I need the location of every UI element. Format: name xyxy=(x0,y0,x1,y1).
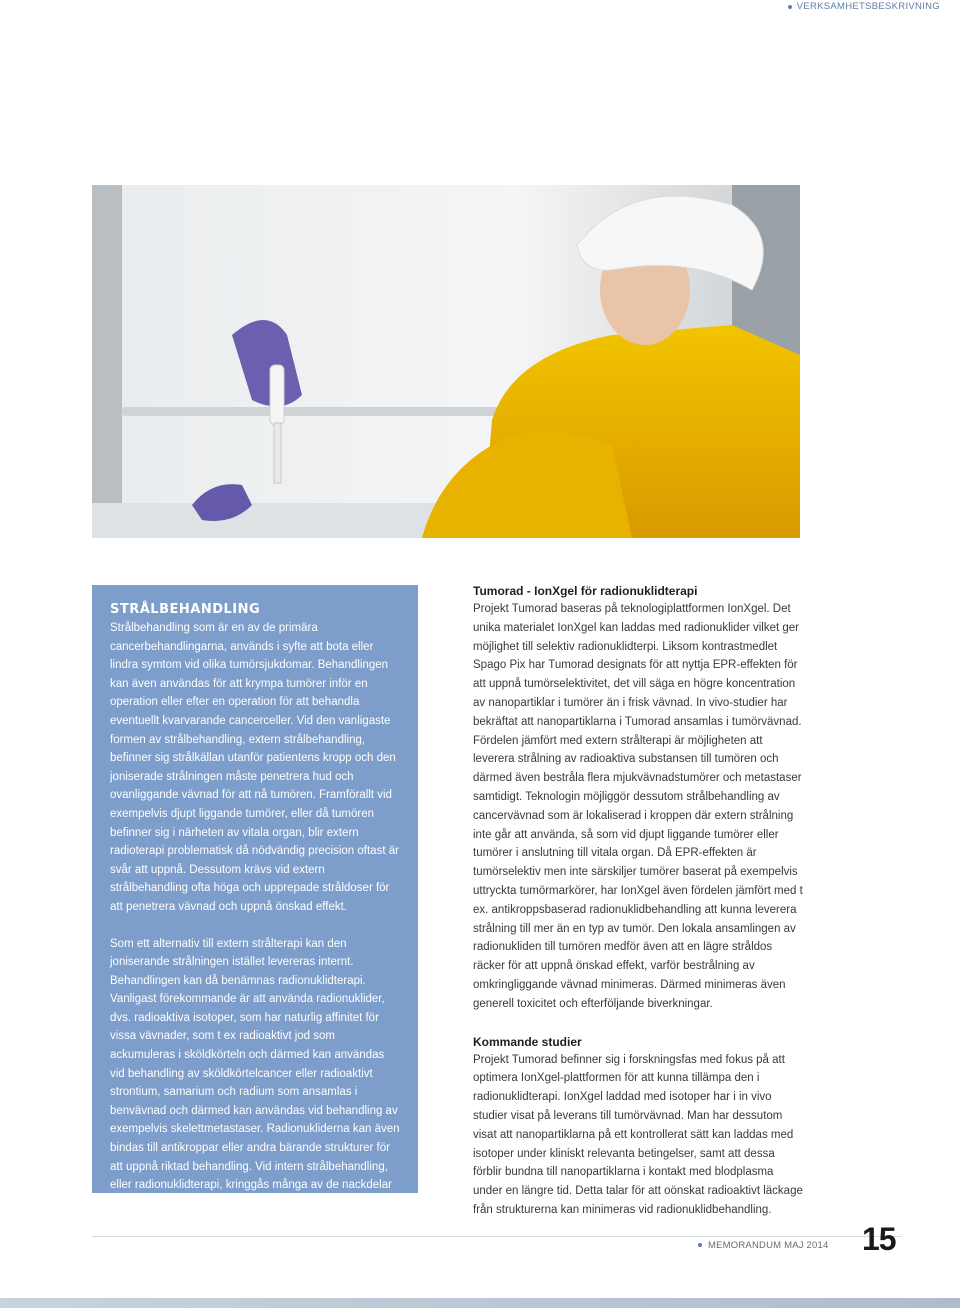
lab-scene-illustration xyxy=(92,185,800,538)
section-body-kommande: Projekt Tumorad befinner sig i forskningsfas med fokus på att optimera IonXgel-plattformen för att kunna tillämpa den i radionuklidterapi. IonXgel laddad med isotoper har i in vivo studier visat på leverans till tumörvävnad. Man har dessutom visat att nanopartiklarna på ett kontrollerat sätt kan laddas med isotoper under kliniskt relevanta betingelser, samt att dessa förblir bundna till nanopartiklarna i kontakt med blodplasma under en längre tid. Detta talar för att oönskat radioaktivt läckage från strukturerna kan minimeras vid radionuklidbehandling. xyxy=(473,1053,803,1216)
section-spacer xyxy=(473,1014,803,1034)
section-heading-tumorad: Tumorad - IonXgel för radionuklidterapi xyxy=(473,584,698,598)
bullet-icon xyxy=(788,5,792,9)
lab-photo xyxy=(92,185,800,538)
info-box-stralbehandling xyxy=(92,585,418,1210)
footer-publication: MEMORANDUM MAJ 2014 xyxy=(698,1240,828,1251)
main-text-column xyxy=(473,583,803,1220)
page-number: 15 xyxy=(862,1221,896,1257)
section-heading-kommande: Kommande studier xyxy=(473,1034,582,1049)
bottom-decorative-bar xyxy=(0,1298,960,1308)
section-body-tumorad: Projekt Tumorad baseras på teknologiplattformen IonXgel. Det unika materialet IonXgel kan laddas med radionuklider vilket ger möjlighet till selektiv radionuklidterpi. Liksom kontrastmedlet Spago Pix har Tumorad designats för att nyttja EPR-effekten för att uppnå tumörselektivitet, det vill säga en högre koncentration av nanopartiklar i tumörer än i frisk vävnad. In vivo-studier har bekräftat att nanopartiklarna i Tumorad ansamlas i tumörvävnad. Fördelen jämfört med extern strålterapi är möjligheten att leverera strålning av radioaktiva substansen till tumören och därmed även bestråla flera mjukvävnadstumörer och metastaser samtidigt. Teknologin möjliggör dessutom strålbehandling av cancervävnad som är lokaliserad i kroppen där extern strålning inte går att använda, så som vid djupt liggande tumörer eller tumörer i anslutning till vitala organ. Då EPR-effekten är tumörselektiv men inte särskiljer tumörer baserat på exempelvis uttryckta tumörmarkörer, har IonXgel även fördelen jämfört med t ex. antikroppsbaserad radionuklidbehandling att kunna leverera strålning till mer än en typ av tumör. Den lokala ansamlingen av radionukliden till tumören medför även att en lägre stråldos räcker för att uppnå önskad effekt, varför bestrålning av omkringliggande vävnad minimeras. Därmed minimeras även generell toxicitet och efterföljande biverkningar. xyxy=(473,603,803,1010)
info-box-title: STRÅLBEHANDLING xyxy=(110,602,261,617)
section-label: VERKSAMHETSBESKRIVNING xyxy=(788,0,940,14)
footer-divider xyxy=(92,1236,902,1237)
info-box-paragraph-2: Som ett alternativ till extern strålterapi kan den joniserande strålningen istället levereras internt. Behandlingen kan då benämnas radionuklidterapi. Vanligast förekommande är att använda radionuklider, dvs. radioaktiva isotoper, som har naturlig affinitet för vissa vävnader, som t ex radioaktivt jod som ackumuleras i sköldkörteln och därmed kan användas vid behandling av sköldkörtelcancer eller radioaktivt strontium, samarium och radium som ansamlas i benvävnad och därmed kan användas vid behandling av exempelvis skelettmetastaser. Radionukliderna kan även bindas till antikroppar eller andra bärande strukturer för att uppnå riktad behandling. Vid intern strålbehandling, eller radionuklidterapi, kringgås många av de nackdelar som ses vid extern strålbehandling. xyxy=(110,937,400,1210)
bullet-icon xyxy=(698,1243,702,1247)
info-box-paragraph-1: Strålbehandling som är en av de primära cancerbehandlingarna, används i syfte att bota eller lindra symtom vid olika tumörsjukdomar. Behandlingen kan även användas för att krympa tumörer inför en operation eller efter en operation för att behandla eventuellt kvarvarande cancerceller. Vid den vanligaste formen av strålbehandling, extern strålbehandling, befinner sig strålkällan utanför patientens kropp och den joniserade strålningen måste penetrera hud och ovanliggande vävnad för att nå tumören. Framförallt vid exempelvis djupt liggande tumörer, eller då tumören befinner sig i närheten av vitala organ, blir extern radioterapi problematisk då nödvändig precision oftast är svår att uppnå. Dessutom krävs vid extern strålbehandling ofta höga och upprepade stråldoser för att penetrera vävnad och uppnå önskad effekt. xyxy=(110,622,399,913)
